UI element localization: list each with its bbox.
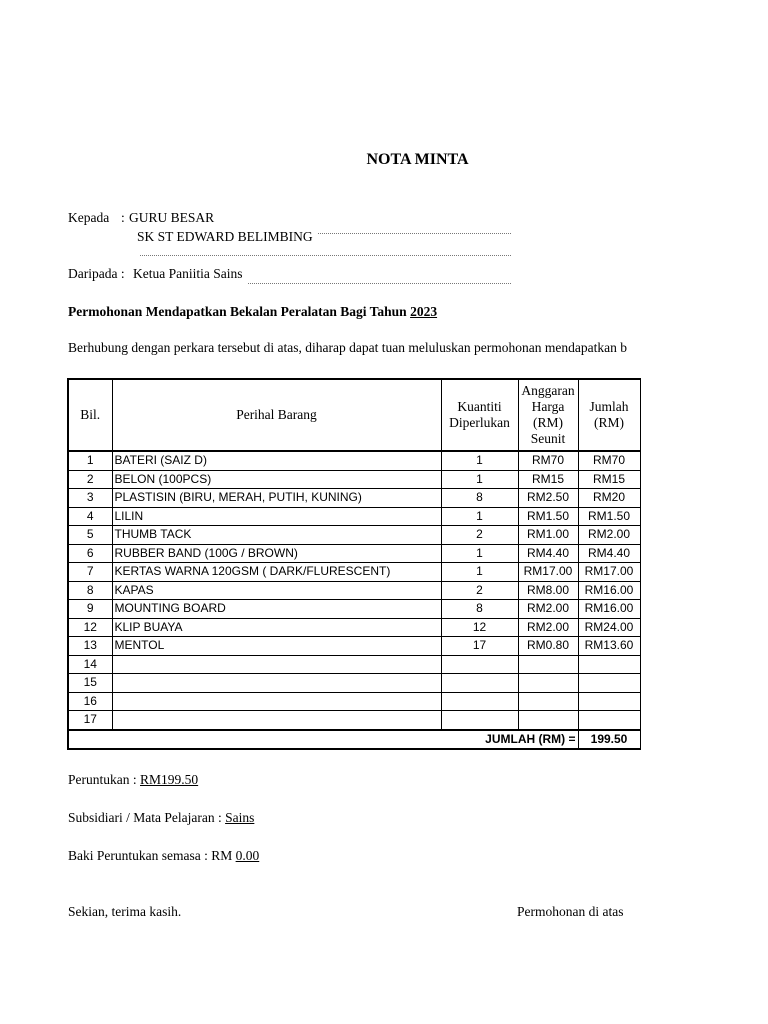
cell-qty: 8 — [441, 600, 518, 619]
cell-item: MOUNTING BOARD — [112, 600, 441, 619]
table-row — [68, 618, 640, 637]
cell-price: RM15 — [518, 470, 578, 489]
to-line-1: GURU BESAR — [129, 210, 215, 225]
cell-no: 9 — [68, 600, 112, 619]
cell-item: MENTOL — [112, 637, 441, 656]
cell-price: RM1.50 — [518, 507, 578, 526]
cell-no: 3 — [68, 489, 112, 508]
cell-qty: 12 — [441, 618, 518, 637]
cell-total — [578, 711, 640, 730]
table-row — [68, 507, 640, 526]
cell-no: 6 — [68, 544, 112, 563]
cell-total: RM2.00 — [578, 526, 640, 545]
cell-item: BATERI (SAIZ D) — [112, 451, 441, 470]
cell-price: RM4.40 — [518, 544, 578, 563]
header-total: Jumlah (RM) — [578, 379, 640, 451]
cell-total: RM20 — [578, 489, 640, 508]
table-row — [68, 470, 640, 489]
header-item: Perihal Barang — [112, 379, 441, 451]
cell-item — [112, 674, 441, 693]
subject-year: 2023 — [410, 304, 438, 319]
table-row — [68, 489, 640, 508]
to-label: Kepada — [68, 210, 110, 225]
cell-total — [578, 655, 640, 674]
balance-value: 0.00 — [235, 848, 260, 863]
cell-qty: 2 — [441, 581, 518, 600]
cell-no: 17 — [68, 711, 112, 730]
cell-total: RM1.50 — [578, 507, 640, 526]
cell-item: KERTAS WARNA 120GSM ( DARK/FLURESCENT) — [112, 563, 441, 582]
cell-no: 7 — [68, 563, 112, 582]
cell-total: RM16.00 — [578, 600, 640, 619]
items-table — [67, 378, 641, 750]
cell-qty: 2 — [441, 526, 518, 545]
table-total-row — [68, 730, 640, 750]
table-row — [68, 655, 640, 674]
header-price: Anggaran Harga (RM) Seunit — [518, 379, 578, 451]
cell-qty: 1 — [441, 544, 518, 563]
cell-total: RM24.00 — [578, 618, 640, 637]
cell-item: KAPAS — [112, 581, 441, 600]
cell-qty: 1 — [441, 563, 518, 582]
table-row — [68, 451, 640, 470]
table-row — [68, 600, 640, 619]
dotted-line — [140, 255, 511, 256]
cell-price: RM0.80 — [518, 637, 578, 656]
table-row — [68, 637, 640, 656]
cell-no: 13 — [68, 637, 112, 656]
cell-total — [578, 692, 640, 711]
cell-price: RM2.00 — [518, 618, 578, 637]
cell-no: 1 — [68, 451, 112, 470]
page-title: NOTA MINTA — [366, 151, 469, 168]
table-row — [68, 526, 640, 545]
cell-item — [112, 655, 441, 674]
dotted-line — [248, 283, 511, 284]
cell-item: RUBBER BAND (100G / BROWN) — [112, 544, 441, 563]
table-row — [68, 581, 640, 600]
to-separator: : — [121, 210, 125, 225]
cell-item: THUMB TACK — [112, 526, 441, 545]
subsidiary-label: Subsidiari / Mata Pelajaran : — [68, 810, 222, 825]
intro-paragraph: Berhubung dengan perkara tersebut di atas, diharap dapat tuan meluluskan permohonan mendapatkan b — [68, 340, 627, 355]
cell-no: 16 — [68, 692, 112, 711]
cell-price — [518, 655, 578, 674]
table-row — [68, 711, 640, 730]
cell-qty — [441, 692, 518, 711]
cell-item: BELON (100PCS) — [112, 470, 441, 489]
table-row — [68, 544, 640, 563]
subsidiary-value: Sains — [225, 810, 255, 825]
closing-text: Sekian, terima kasih. — [68, 904, 182, 919]
cell-qty — [441, 674, 518, 693]
table-row — [68, 674, 640, 693]
cell-qty — [441, 711, 518, 730]
cell-price: RM2.50 — [518, 489, 578, 508]
subsidiary-line — [68, 810, 254, 826]
cell-no: 14 — [68, 655, 112, 674]
cell-item: KLIP BUAYA — [112, 618, 441, 637]
cell-no: 15 — [68, 674, 112, 693]
from-value: Ketua Paniitia Sains — [133, 266, 243, 281]
cell-no: 5 — [68, 526, 112, 545]
subject-text: Permohonan Mendapatkan Bekalan Peralatan Bagi Tahun — [68, 304, 407, 319]
allocation-value: RM199.50 — [140, 772, 199, 787]
balance-label: Baki Peruntukan semasa : RM — [68, 848, 233, 863]
cell-qty: 1 — [441, 507, 518, 526]
cell-total: RM17.00 — [578, 563, 640, 582]
signoff-text: Permohonan di atas — [517, 904, 624, 919]
cell-total: RM4.40 — [578, 544, 640, 563]
balance-line — [68, 848, 259, 864]
allocation-label: Peruntukan : — [68, 772, 137, 787]
total-label: JUMLAH (RM) = — [68, 730, 578, 750]
cell-qty: 17 — [441, 637, 518, 656]
allocation-line — [68, 772, 198, 788]
cell-price — [518, 674, 578, 693]
cell-price: RM70 — [518, 451, 578, 470]
cell-price — [518, 711, 578, 730]
cell-no: 4 — [68, 507, 112, 526]
cell-price: RM2.00 — [518, 600, 578, 619]
cell-price: RM8.00 — [518, 581, 578, 600]
header-qty: Kuantiti Diperlukan — [441, 379, 518, 451]
table-header-row — [68, 379, 640, 451]
cell-qty: 1 — [441, 470, 518, 489]
cell-total — [578, 674, 640, 693]
cell-no: 2 — [68, 470, 112, 489]
cell-no: 8 — [68, 581, 112, 600]
cell-item — [112, 692, 441, 711]
table-row — [68, 692, 640, 711]
cell-qty: 8 — [441, 489, 518, 508]
cell-no: 12 — [68, 618, 112, 637]
cell-total: RM16.00 — [578, 581, 640, 600]
cell-item — [112, 711, 441, 730]
cell-price — [518, 692, 578, 711]
cell-total: RM13.60 — [578, 637, 640, 656]
cell-total: RM70 — [578, 451, 640, 470]
cell-total: RM15 — [578, 470, 640, 489]
to-line-2: SK ST EDWARD BELIMBING — [137, 229, 313, 244]
table-row — [68, 563, 640, 582]
cell-item: LILIN — [112, 507, 441, 526]
cell-qty — [441, 655, 518, 674]
dotted-line — [318, 233, 511, 234]
cell-qty: 1 — [441, 451, 518, 470]
total-value: 199.50 — [578, 730, 640, 750]
from-label: Daripada : — [68, 266, 125, 281]
cell-price: RM1.00 — [518, 526, 578, 545]
header-no: Bil. — [68, 379, 112, 451]
subject-line — [68, 304, 437, 320]
cell-item: PLASTISIN (BIRU, MERAH, PUTIH, KUNING) — [112, 489, 441, 508]
cell-price: RM17.00 — [518, 563, 578, 582]
